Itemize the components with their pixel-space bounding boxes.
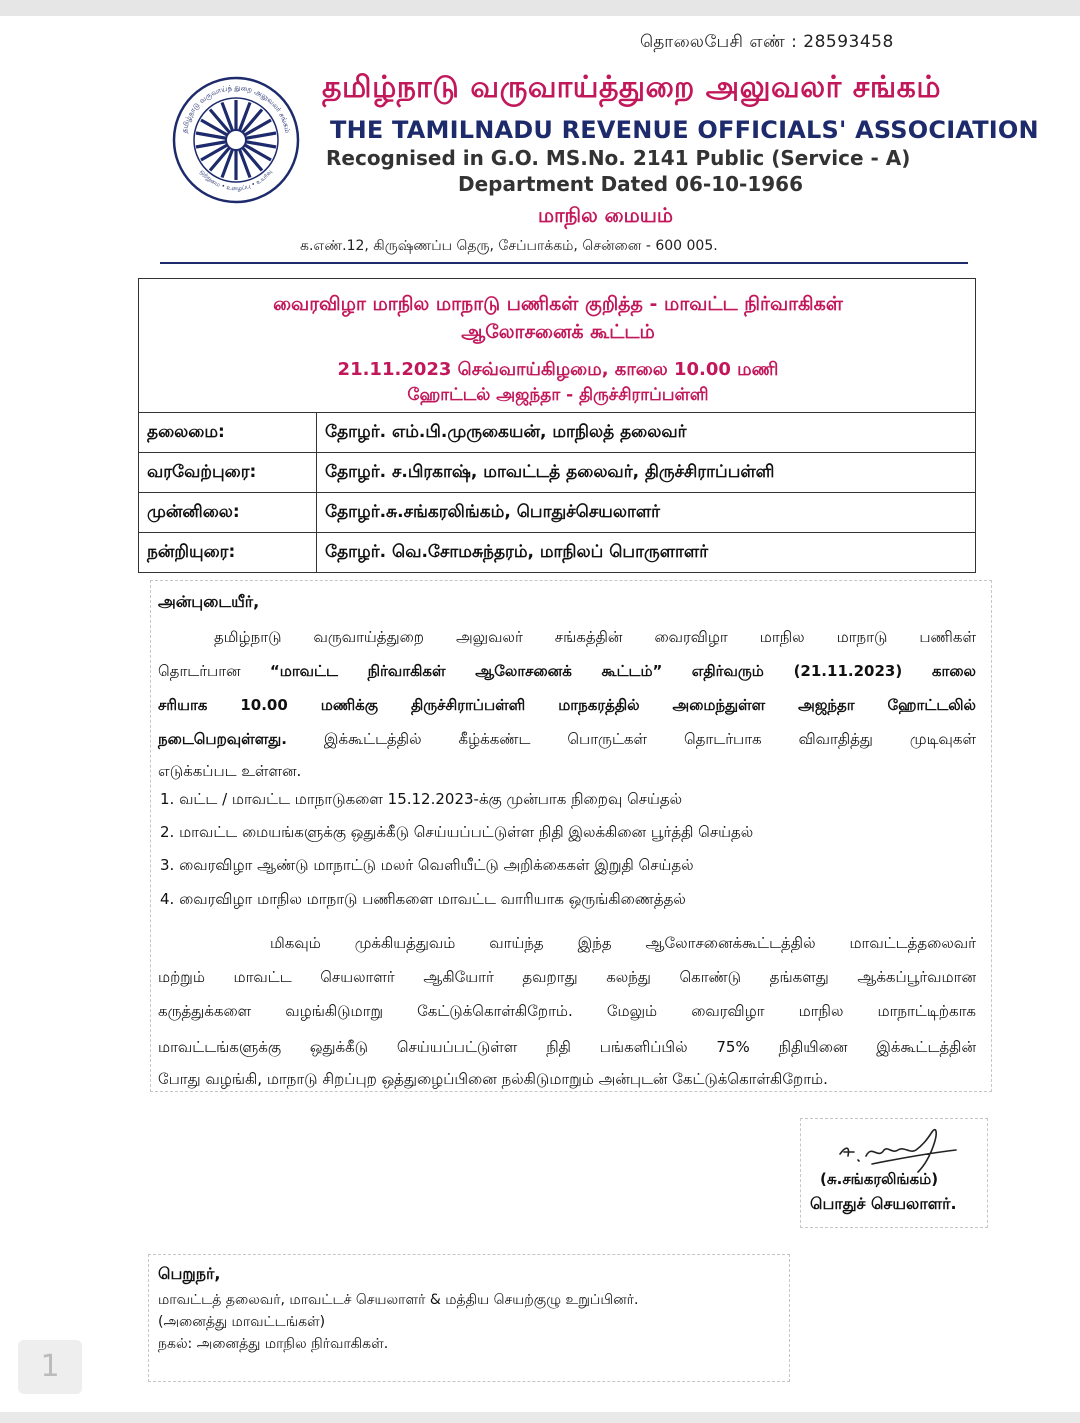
meeting-venue: ஹோட்டல் அஜந்தா - திருச்சிராப்பள்ளி [407, 385, 709, 405]
list-item: 4. வைரவிழா மாநில மாநாடு பணிகளை மாவட்ட வாரியாக ஒருங்கிணைத்தல் [160, 890, 686, 908]
paragraph2-line3: கருத்துக்களை வழங்கிடுமாறு கேட்டுக்கொள்கிறோம். மேலும் வைரவிழா மாநில மாநாட்டிற்காக [158, 1002, 976, 1020]
paragraph2-line1: மிகவும் முக்கியத்துவம் வாய்ந்த இந்த ஆலோசனைக்கூட்டத்தில் மாவட்டத்தலைவர் [270, 934, 976, 952]
text-span: இக்கூட்டத்தில் கீழ்க்கண்ட பொருட்கள் தொடர்பாக விவாதித்து முடிவுகள் [323, 730, 976, 748]
meeting-info-box [138, 278, 976, 412]
meeting-date-text: எதிர்வரும் (21.11.2023) காலை [691, 662, 976, 680]
org-name-english: THE TAMILNADU REVENUE OFFICIALS' ASSOCIATION [330, 116, 1039, 144]
recipient-line: மாவட்டத் தலைவர், மாவட்டச் செயலாளர் & மத்திய செயற்குழு உறுப்பினர். [158, 1292, 639, 1308]
meeting-name-quote: “மாவட்ட நிர்வாகிகள் ஆலோசனைக் கூட்டம்” [269, 662, 663, 680]
table-row [139, 493, 976, 533]
signatory-name: (சு.சங்கரலிங்கம்) [820, 1170, 939, 1188]
recognition-line: Recognised in G.O. MS.No. 2141 Public (Service - A) [326, 146, 911, 170]
roles-table [138, 412, 976, 573]
association-seal-icon [172, 76, 300, 204]
role-label: வரவேற்புரை: [139, 453, 317, 493]
recipient-line: (அனைத்து மாவட்டங்கள்) [158, 1314, 326, 1330]
recipients-heading: பெறுநர், [158, 1264, 221, 1283]
role-person: தோழர்.சு.சங்கரலிங்கம், பொதுச்செயலாளர் [317, 493, 976, 533]
page-number-badge[interactable]: 1 [18, 1340, 82, 1394]
state-centre-label: மாநில மையம் [538, 203, 673, 227]
meeting-datetime: 21.11.2023 செவ்வாய்கிழமை, காலை 10.00 மணி [337, 359, 779, 380]
text-span: நடைபெறவுள்ளது. [158, 730, 287, 748]
paragraph2-line2: மற்றும் மாவட்ட செயலாளர் ஆகியோர் தவறாது கலந்து கொண்டு தங்களது ஆக்கப்பூர்வமான [158, 968, 976, 986]
meeting-title-line1: வைரவிழா மாநில மாநாடு பணிகள் குறித்த - மாவட்ட நிர்வாகிகள் [273, 293, 843, 315]
list-item: 2. மாவட்ட மையங்களுக்கு ஒதுக்கீடு செய்யப்பட்டுள்ள நிதி இலக்கினை பூர்த்தி செய்தல் [160, 823, 754, 841]
role-label: முன்னிலை: [139, 493, 317, 533]
paragraph1-line2 [158, 654, 976, 688]
signatory-title: பொதுச் செயலாளர். [810, 1194, 957, 1213]
seal-text-top: தமிழ்நாடு வருவாய்த் துறை அலுவலர் சங்கம் [180, 83, 292, 134]
role-label: தலைமை: [139, 413, 317, 453]
table-row [139, 453, 976, 493]
viewer-top-bar [0, 0, 1080, 16]
paragraph1-line4 [158, 722, 976, 756]
department-date: Department Dated 06-10-1966 [458, 172, 803, 196]
salutation: அன்புடையீர், [158, 592, 260, 611]
role-person: தோழர். ச.பிரகாஷ், மாவட்டத் தலைவர், திருச்சிராப்பள்ளி [317, 453, 976, 493]
role-person: தோழர். வெ.சோமசுந்தரம், மாநிலப் பொருளாளர் [317, 533, 976, 573]
role-label: நன்றியுரை: [139, 533, 317, 573]
text-span: தொடர்பான [158, 662, 241, 680]
list-item: 3. வைரவிழா ஆண்டு மாநாட்டு மலர் வெளியீட்டு அறிக்கைகள் இறுதி செய்தல் [160, 856, 694, 874]
seal-text-bottom: ஒற்றுமை • உழைப்பு • உயர்வு [198, 168, 274, 193]
paragraph2-line4: மாவட்டங்களுக்கு ஒதுக்கீடு செய்யப்பட்டுள்ள நிதி பங்களிப்பில் 75% நிதியினை இக்கூட்டத்தின் [158, 1038, 976, 1056]
org-name-tamil: தமிழ்நாடு வருவாய்த்துறை அலுவலர் சங்கம் [322, 70, 941, 105]
paragraph1-line5: எடுக்கப்பட உள்ளன. [158, 762, 302, 780]
table-row [139, 533, 976, 573]
table-row [139, 413, 976, 453]
role-person: தோழர். எம்.பி.முருகையன், மாநிலத் தலைவர் [317, 413, 976, 453]
address: க.எண்.12, கிருஷ்ணப்ப தெரு, சேப்பாக்கம், சென்னை - 600 005. [300, 238, 718, 254]
copy-to-line: நகல்: அனைத்து மாநில நிர்வாகிகள். [158, 1336, 389, 1352]
paragraph1-line1: தமிழ்நாடு வருவாய்த்துறை அலுவலர் சங்கத்தின் வைரவிழா மாநில மாநாடு பணிகள் [214, 628, 976, 646]
phone-number: தொலைபேசி எண் : 28593458 [640, 32, 894, 52]
viewer-bottom-bar [0, 1412, 1080, 1423]
paragraph1-line3: சரியாக 10.00 மணிக்கு திருச்சிராப்பள்ளி மாநகரத்தில் அமைந்துள்ள அஜந்தா ஹோட்டலில் [158, 696, 976, 714]
meeting-title-line2: ஆலோசனைக் கூட்டம் [461, 321, 655, 343]
paragraph2-line5: போது வழங்கி, மாநாடு சிறப்புற ஒத்துழைப்பினை நல்கிடுமாறும் அன்புடன் கேட்டுக்கொள்கிறோம். [158, 1070, 828, 1088]
list-item: 1. வட்ட / மாவட்ட மாநாடுகளை 15.12.2023-க்கு முன்பாக நிறைவு செய்தல் [160, 790, 683, 808]
header-divider [160, 262, 968, 264]
